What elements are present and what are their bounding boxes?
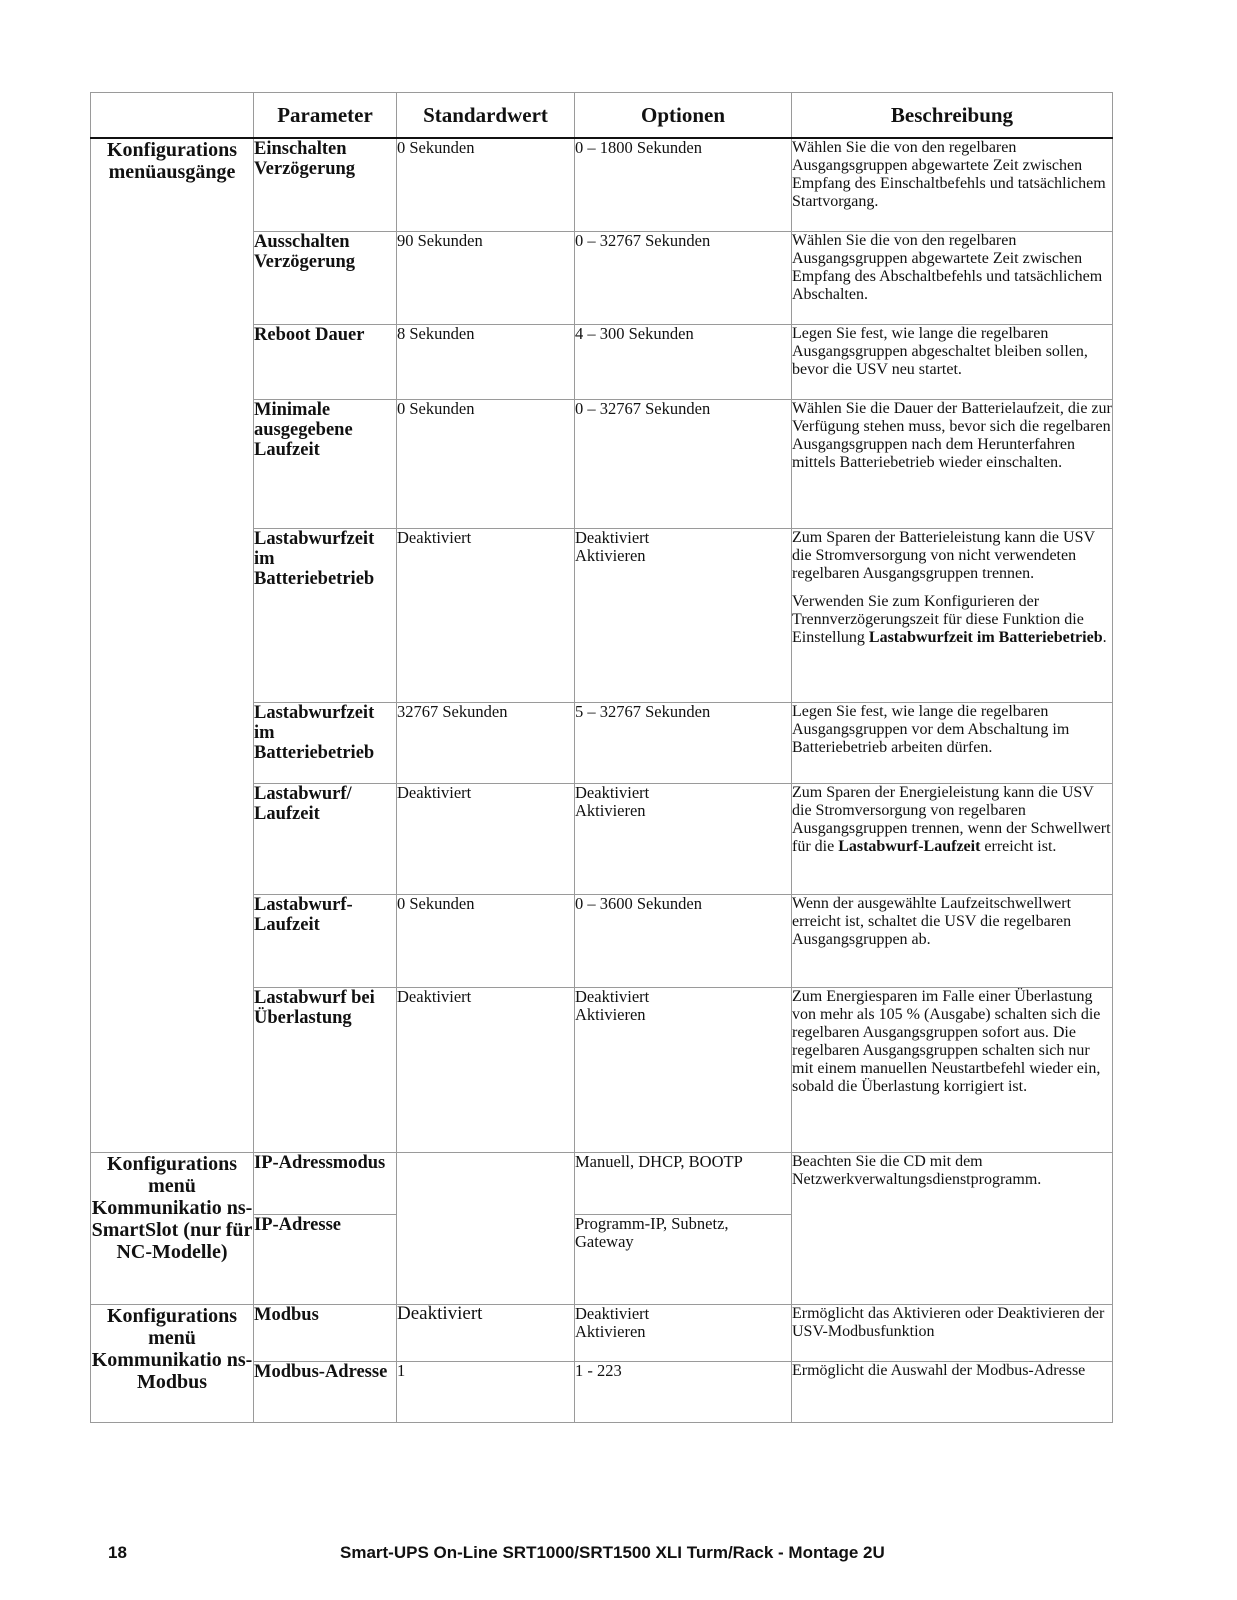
options-cell: 0 – 1800 Sekunden (575, 138, 792, 231)
description-cell: Wenn der ausgewählte Laufzeitschwellwert erreicht ist, schaltet die USV die regelbaren Ausgangsgruppen ab. (792, 894, 1113, 987)
param-cell: IP-Adressmodus (254, 1152, 397, 1214)
default-cell: 0 Sekunden (397, 138, 575, 231)
options-cell (575, 1304, 792, 1361)
option-value: Aktivieren (575, 1004, 646, 1024)
description-cell: Legen Sie fest, wie lange die regelbaren Ausgangsgruppen abgeschaltet bleiben sollen, bevor die USV neu startet. (792, 324, 1113, 399)
group-label-smartslot: Konfigurations menü Kommunikatio ns-SmartSlot (nur für NC-Modelle) (91, 1152, 254, 1304)
default-cell: Deaktiviert (397, 528, 575, 702)
header-default: Standardwert (397, 93, 575, 139)
option-value: Deaktiviert (575, 986, 650, 1006)
configuration-table (90, 92, 1113, 1423)
param-cell: Lastabwurf-Laufzeit (254, 894, 397, 987)
param-cell: Lastabwurf/ Laufzeit (254, 783, 397, 894)
default-cell: 32767 Sekunden (397, 702, 575, 783)
param-cell: Modbus-Adresse (254, 1361, 397, 1422)
default-cell: Deaktiviert (397, 783, 575, 894)
description-text: Verwenden Sie zum Konfigurieren der Trennverzögerungszeit für diese Funktion die Einstellung (792, 592, 1084, 646)
options-cell (575, 783, 792, 894)
description-text: . (1102, 628, 1107, 646)
description-paragraph (792, 593, 1112, 647)
description-cell: Wählen Sie die von den regelbaren Ausgangsgruppen abgewartete Zeit zwischen Empfang des Einschaltbefehls und tatsächlichem Startvorgang. (792, 138, 1113, 231)
option-value: Aktivieren (575, 545, 646, 565)
description-bold-text: Lastabwurfzeit im Batteriebetrieb (868, 628, 1103, 646)
group-label-modbus: Konfigurations menü Kommunikatio ns-Modbus (91, 1304, 254, 1422)
param-cell: Modbus (254, 1304, 397, 1361)
header-blank (91, 93, 254, 139)
description-cell: Legen Sie fest, wie lange die regelbaren Ausgangsgruppen vor dem Abschaltung im Batteriebetrieb arbeiten dürfen. (792, 702, 1113, 783)
page-number: 18 (108, 1543, 127, 1562)
param-cell: Lastabwurfzeit im Batteriebetrieb (254, 702, 397, 783)
options-cell (575, 987, 792, 1152)
param-cell: Lastabwurfzeit im Batteriebetrieb (254, 528, 397, 702)
options-cell: Programm-IP, Subnetz, Gateway (575, 1214, 792, 1304)
group-label-outputs: Konfigurations menüausgänge (91, 138, 254, 1152)
description-cell: Wählen Sie die Dauer der Batterielaufzeit, die zur Verfügung stehen muss, bevor sich die regelbaren Ausgangsgruppen nach dem Herunterfahren mittels Batteriebetrieb wieder einschalten. (792, 399, 1113, 528)
options-cell: 0 – 3600 Sekunden (575, 894, 792, 987)
options-cell: 5 – 32767 Sekunden (575, 702, 792, 783)
param-cell: IP-Adresse (254, 1214, 397, 1304)
options-cell: 1 - 223 (575, 1361, 792, 1422)
default-cell (397, 1152, 575, 1304)
option-value: Aktivieren (575, 1321, 646, 1341)
table-row (91, 1152, 1113, 1214)
description-cell (792, 528, 1113, 702)
default-cell: 1 (397, 1361, 575, 1422)
footer-title: Smart-UPS On-Line SRT1000/SRT1500 XLI Turm/Rack - Montage 2U (340, 1543, 885, 1562)
default-cell: Deaktiviert (397, 1304, 575, 1361)
table-header-row (91, 93, 1113, 139)
table-row (91, 1304, 1113, 1361)
param-cell: Ausschalten Verzögerung (254, 231, 397, 324)
options-cell (575, 528, 792, 702)
param-cell: Reboot Dauer (254, 324, 397, 399)
default-cell: 0 Sekunden (397, 399, 575, 528)
description-cell (792, 783, 1113, 894)
description-text: Zum Sparen der Energieleistung kann die USV die Stromversorgung von regelbaren Ausgangsgruppen trennen, wenn der Schwellwert für die (792, 783, 1111, 855)
param-cell: Lastabwurf bei Überlastung (254, 987, 397, 1152)
options-cell: 4 – 300 Sekunden (575, 324, 792, 399)
options-cell: 0 – 32767 Sekunden (575, 231, 792, 324)
default-cell: 8 Sekunden (397, 324, 575, 399)
description-bold-text: Lastabwurf-Laufzeit (838, 837, 981, 855)
default-cell: 90 Sekunden (397, 231, 575, 324)
options-cell: 0 – 32767 Sekunden (575, 399, 792, 528)
default-cell: Deaktiviert (397, 987, 575, 1152)
header-parameter: Parameter (254, 93, 397, 139)
table-row (91, 138, 1113, 231)
description-cell: Zum Energiesparen im Falle einer Überlastung von mehr als 105 % (Ausgabe) schalten sich die regelbaren Ausgangsgruppen sofort aus. Die regelbaren Ausgangsgruppen schalten sich nur mit einem manuellen Neustartbefehl wieder ein, sobald die Überlastung korrigiert ist. (792, 987, 1113, 1152)
option-value: Deaktiviert (575, 1303, 650, 1323)
default-cell: 0 Sekunden (397, 894, 575, 987)
option-value: Deaktiviert (575, 527, 650, 547)
option-value: Aktivieren (575, 800, 646, 820)
description-paragraph: Zum Sparen der Batterieleistung kann die USV die Stromversorgung von nicht verwendeten regelbaren Ausgangsgruppen trennen. (792, 528, 1095, 582)
header-options: Optionen (575, 93, 792, 139)
description-cell: Ermöglicht das Aktivieren oder Deaktivieren der USV-Modbusfunktion (792, 1304, 1113, 1361)
param-cell: Einschalten Verzögerung (254, 138, 397, 231)
param-cell: Minimale ausgegebene Laufzeit (254, 399, 397, 528)
description-cell: Ermöglicht die Auswahl der Modbus-Adresse (792, 1361, 1113, 1422)
description-cell: Beachten Sie die CD mit dem Netzwerkverwaltungsdienstprogramm. (792, 1152, 1113, 1304)
description-cell: Wählen Sie die von den regelbaren Ausgangsgruppen abgewartete Zeit zwischen Empfang des Abschaltbefehls und tatsächlichem Abschalten. (792, 231, 1113, 324)
description-text: erreicht ist. (980, 837, 1057, 855)
option-value: Deaktiviert (575, 782, 650, 802)
options-cell: Manuell, DHCP, BOOTP (575, 1152, 792, 1214)
header-description: Beschreibung (792, 93, 1113, 139)
